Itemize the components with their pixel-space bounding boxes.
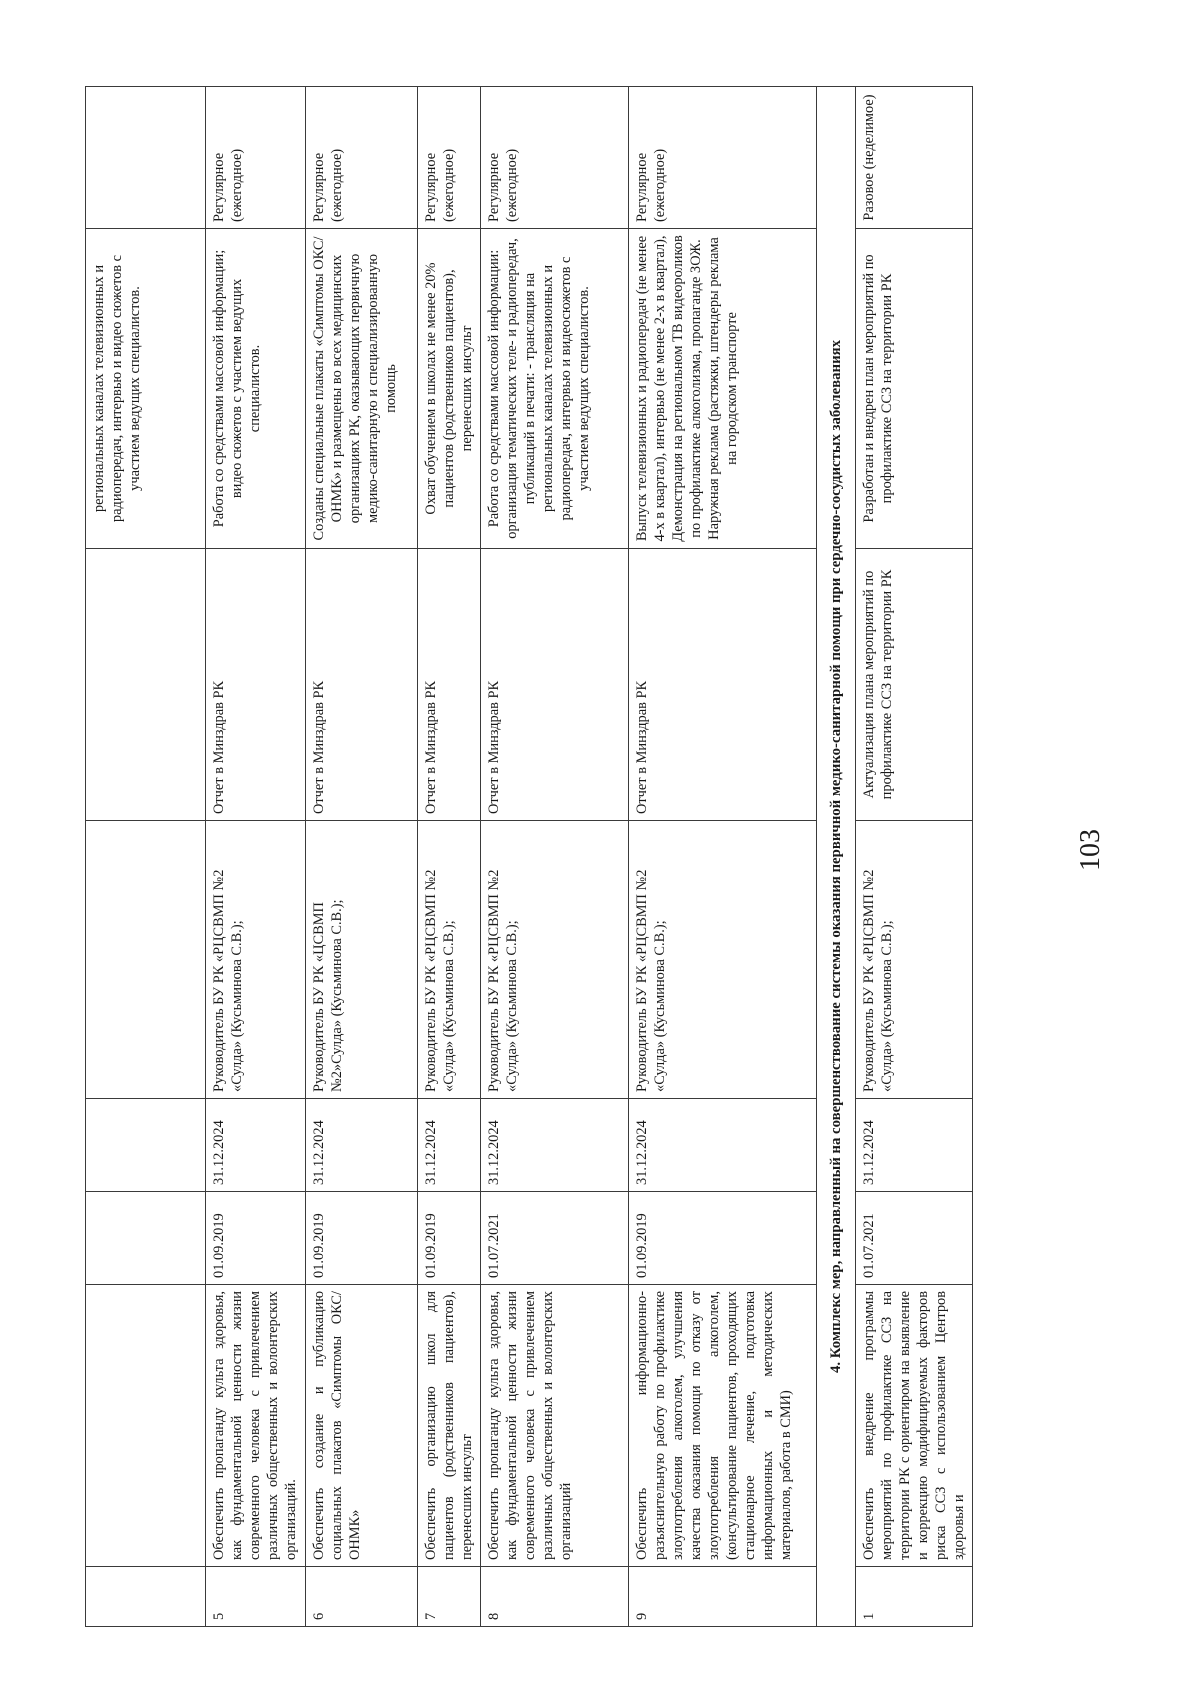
frequency-cell: Регулярное (ежегодное) (418, 87, 481, 229)
start-date: 01.07.2021 (856, 1192, 973, 1285)
report-cell: Отчет в Минздрав РК (629, 549, 817, 821)
start-date: 01.09.2019 (629, 1192, 817, 1285)
result-cell: Охват обучением в школах не менее 20% пациентов (родственников пациентов), перенесших инсульт (418, 229, 481, 549)
report-cell: Отчет в Минздрав РК (481, 549, 629, 821)
end-date: 31.12.2024 (629, 1099, 817, 1192)
report-cell: Отчет в Минздрав РК (418, 549, 481, 821)
start-date: 01.09.2019 (206, 1192, 306, 1285)
row-number: 9 (629, 1567, 817, 1627)
responsible-cell: Руководитель БУ РК «РЦСВМП №2 «Сулда» (Кусьминова С.В.); (206, 821, 306, 1099)
report-cell: Отчет в Минздрав РК (206, 549, 306, 821)
frequency-cell: Разовое (неделимое) (856, 87, 973, 229)
table-row (418, 87, 481, 1627)
section-header-row (817, 87, 856, 1627)
start-date: 01.09.2019 (418, 1192, 481, 1285)
end-date: 31.12.2024 (206, 1099, 306, 1192)
row-number: 6 (306, 1567, 418, 1627)
measure-cell: Обеспечить создание и публикацию социальных плакатов «Симптомы ОКС/ОНМК» (306, 1285, 418, 1567)
result-cell: Выпуск телевизионных и радиопередач (не менее 4-х в квартал), интервью (не менее 2-х в квартал), Демонстрация на региональном ТВ видеороликов по профилактике алкоголизма, пропаганде ЗОЖ. Наружная реклама (растяжки, штендеры реклама на городском транспорте (629, 229, 817, 549)
result-cell: Работа со средствами массовой информации: организация тематических теле- и радиопередач, публикаций в печати: - трансляция на региональных каналах телевизионных и радиопередач, интервью и видеосюжетов с участием ведущих специалистов. (481, 229, 629, 549)
frequency-cell: Регулярное (ежегодное) (206, 87, 306, 229)
responsible-cell: Руководитель БУ РК «РЦСВМП №2 «Сулда» (Кусьминова С.В.); (481, 821, 629, 1099)
measure-cell: Обеспечить организацию школ для пациентов (родственников пациентов), перенесших инсульт (418, 1285, 481, 1567)
table-row-continued (86, 87, 206, 1627)
table-row (629, 87, 817, 1627)
measure-cell: Обеспечить пропаганду культа здоровья, как фундаментальной ценности жизни современного человека с привлечением различных общественных и волонтерских организаций. (206, 1285, 306, 1567)
measure-cell: Обеспечить внедрение программы мероприятий по профилактике ССЗ на территории РК с ориентиром на выявление и коррекцию модифицируемых факторов риска ССЗ с использованием Центров здоровья и (856, 1285, 973, 1567)
row-number: 1 (856, 1567, 973, 1627)
start-date: 01.07.2021 (481, 1192, 629, 1285)
table-row (206, 87, 306, 1627)
section-title: 4. Комплекс мер, направленный на совершенствование системы оказания первичной медико-санитарной помощи при сердечно-сосудистых заболеваниях (817, 87, 856, 1627)
table-row (856, 87, 973, 1627)
measure-cell: Обеспечить информационно-разъяснительную работу по профилактике злоупотребления алкоголем, улучшения качества оказания помощи по отказу от злоупотребления алкоголем, (консультирование пациентов, проходящих стационарное лечение, подготовка информационных и методических материалов, работа в СМИ) (629, 1285, 817, 1567)
start-date: 01.09.2019 (306, 1192, 418, 1285)
result-cell: Работа со средствами массовой информации; видео сюжетов с участием ведущих специалистов. (206, 229, 306, 549)
report-cell: Актуализация плана мероприятий по профилактике ССЗ на территории РК (856, 549, 973, 821)
page-number: 103 (1075, 829, 1106, 871)
report-cell: Отчет в Минздрав РК (306, 549, 418, 821)
result-cell: Созданы специальные плакаты «Симптомы ОКС/ОНМК» и размещены во всех медицинских организациях РК, оказывающих первичную медико-санитарную и специализированную помощь (306, 229, 418, 549)
frequency-cell: Регулярное (ежегодное) (306, 87, 418, 229)
result-cell: региональных каналах телевизионных и радиопередач, интервью и видео сюжетов с участием ведущих специалистов. (86, 229, 206, 549)
row-number: 7 (418, 1567, 481, 1627)
row-number: 5 (206, 1567, 306, 1627)
end-date: 31.12.2024 (418, 1099, 481, 1192)
table-row (481, 87, 629, 1627)
measures-table (85, 86, 973, 1627)
responsible-cell: Руководитель БУ РК «РЦСВМП №2 «Сулда» (Кусьминова С.В.); (856, 821, 973, 1099)
end-date: 31.12.2024 (481, 1099, 629, 1192)
responsible-cell: Руководитель БУ РК «РЦСВМП №2 «Сулда» (Кусьминова С.В.); (629, 821, 817, 1099)
measure-cell: Обеспечить пропаганду культа здоровья, как фундаментальной ценности жизни современного человека с привлечением различных общественных и волонтерских организаций (481, 1285, 629, 1567)
frequency-cell: Регулярное (ежегодное) (481, 87, 629, 229)
row-number: 8 (481, 1567, 629, 1627)
frequency-cell: Регулярное (ежегодное) (629, 87, 817, 229)
table-row (306, 87, 418, 1627)
responsible-cell: Руководитель БУ РК «РЦСВМП №2 «Сулда» (Кусьминова С.В.); (418, 821, 481, 1099)
result-cell: Разработан и внедрен план мероприятий по профилактике ССЗ на территории РК (856, 229, 973, 549)
end-date: 31.12.2024 (306, 1099, 418, 1192)
end-date: 31.12.2024 (856, 1099, 973, 1192)
responsible-cell: Руководитель БУ РК «ЦСВМП №2»Сулда» (Кусьминова С.В.); (306, 821, 418, 1099)
